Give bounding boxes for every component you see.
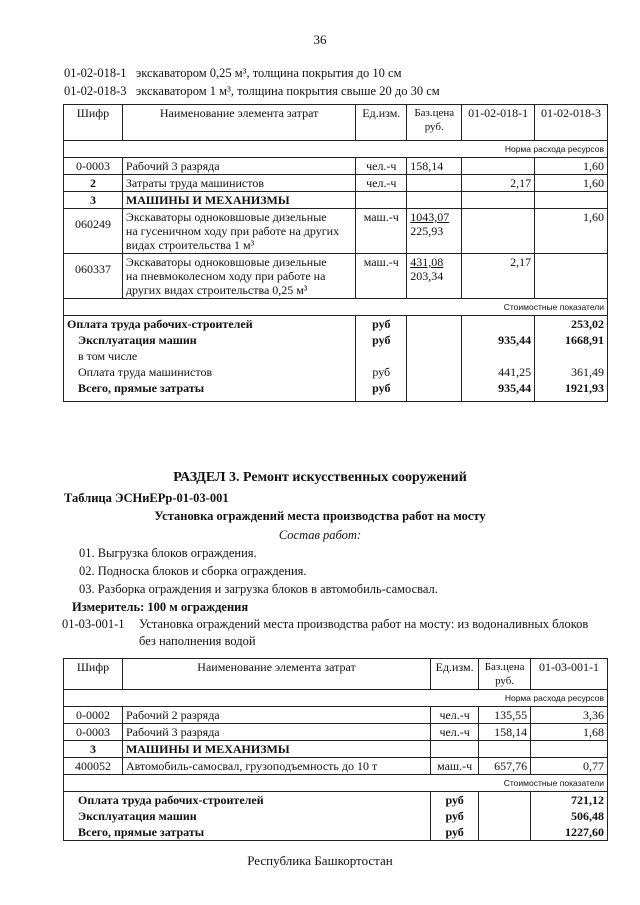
machine-value-1: 2,17: [462, 254, 535, 299]
machine-unit: маш.-ч: [431, 758, 479, 775]
machine-name-line: на гусеничном ходу при работе на других: [125, 224, 340, 238]
cost-name: в том числе: [64, 348, 356, 364]
machine-unit: маш.-ч: [356, 254, 407, 299]
cost-unit: руб: [431, 808, 479, 824]
cost-row: [64, 380, 608, 402]
machine-code: 060337: [64, 254, 123, 299]
row-code: 0-0003: [64, 724, 123, 741]
cost-value-3: [535, 348, 608, 364]
work-item: 02. Подноска блоков и сборка ограждения.: [79, 564, 307, 578]
row-code: 2: [64, 175, 123, 192]
table-row: [64, 707, 608, 724]
table-row: [64, 758, 608, 775]
cost-value-1: 441,25: [462, 364, 535, 380]
cost-unit: руб: [431, 824, 479, 841]
machine-base: 657,76: [479, 758, 531, 775]
norm-row: [64, 690, 608, 707]
table-1-header: [64, 105, 608, 141]
row-value-1: 3,36: [531, 707, 608, 724]
cost-row: [64, 332, 608, 348]
norm-row: [64, 141, 608, 158]
section-title: МАШИНЫ И МЕХАНИЗМЫ: [122, 192, 355, 209]
base-price-total: 431,08: [410, 255, 444, 269]
cost-value-3: 253,02: [535, 316, 608, 333]
machine-name: Автомобиль-самосвал, грузоподъемность до 10 т: [122, 758, 430, 775]
cost-unit: руб: [356, 380, 407, 402]
row-name: Рабочий 3 разряда: [122, 158, 355, 175]
row-unit: чел.-ч: [431, 724, 479, 741]
table-row: [64, 209, 608, 254]
intro-line-2: [64, 84, 440, 99]
machine-base: [407, 209, 462, 254]
cost-unit: [356, 348, 407, 364]
cost-unit: руб: [356, 332, 407, 348]
cost-value-3: 1668,91: [535, 332, 608, 348]
cost-name: Всего, прямые затраты: [64, 380, 356, 402]
work-item: 03. Разборка ограждения и загрузка блоков в автомобиль-самосвал.: [79, 582, 438, 596]
machine-name-line: на пневмоколесном ходу при работе на: [125, 269, 326, 283]
row-base: [407, 175, 462, 192]
row-name: Рабочий 3 разряда: [122, 724, 430, 741]
machine-value-1: 0,77: [531, 758, 608, 775]
row-code: 0-0003: [64, 158, 123, 175]
section-title: РАЗДЕЛ 3. Ремонт искусственных сооружений: [173, 470, 467, 485]
row-name: Затраты труда машинистов: [122, 175, 355, 192]
section-title: МАШИНЫ И МЕХАНИЗМЫ: [122, 741, 430, 758]
base-price-wage: 203,34: [410, 269, 444, 283]
norm-label: Норма расхода ресурсов: [64, 690, 608, 707]
row-unit: чел.-ч: [431, 707, 479, 724]
row-code: 0-0002: [64, 707, 123, 724]
cost-label-row: [64, 299, 608, 316]
header-unit: Ед.изм.: [431, 659, 479, 690]
cost-value-1: [462, 348, 535, 364]
header-unit: Ед.изм.: [356, 105, 407, 141]
intro-text-2: экскаватором 1 м³, толщина покрытия свыше 20 до 30 см: [135, 84, 440, 98]
base-price-wage: 225,93: [410, 224, 444, 238]
machine-value-1: [462, 209, 535, 254]
cost-name: Оплата труда рабочих-строителей: [64, 792, 431, 809]
header-base-price: Баз.цена руб.: [479, 659, 531, 690]
machine-name-line: Экскаваторы одноковшовые дизельные: [125, 210, 327, 224]
measure: Измеритель: 100 м ограждения: [72, 600, 249, 614]
cost-label: Стоимостные показатели: [64, 775, 608, 792]
footer: Республика Башкортостан: [247, 853, 393, 868]
cost-name: Эксплуатация машин: [64, 332, 356, 348]
row-base: 135,55: [479, 707, 531, 724]
row-value-3: 1,60: [535, 158, 608, 175]
item-text-line: Установка ограждений места производства работ на мосту: из водоналивных блоков: [139, 617, 589, 631]
intro-text-1: экскаватором 0,25 м³, толщина покрытия до 10 см: [135, 66, 402, 80]
machine-base: [407, 254, 462, 299]
header-col-1: 01-02-018-1: [462, 105, 535, 141]
cost-value-1: 721,12: [531, 792, 608, 809]
cost-row: [64, 824, 608, 841]
section-code: 3: [64, 741, 123, 758]
cost-unit: руб: [356, 364, 407, 380]
section-row: [64, 192, 608, 209]
cost-row: [64, 364, 608, 380]
cost-row: [64, 792, 608, 809]
machine-name: [122, 209, 355, 254]
item-code: 01-03-001-1: [62, 617, 125, 631]
cost-unit: руб: [431, 792, 479, 809]
cost-name: Эксплуатация машин: [64, 808, 431, 824]
table-label: Таблица ЭСНиЕРр-01-03-001: [64, 491, 229, 505]
cost-value-1: 935,44: [462, 332, 535, 348]
row-base: 158,14: [479, 724, 531, 741]
cost-value-1: 506,48: [531, 808, 608, 824]
cost-label-row: [64, 775, 608, 792]
row-base: 158,14: [407, 158, 462, 175]
cost-label: Стоимостные показатели: [64, 299, 608, 316]
machine-value-3: [535, 254, 608, 299]
machine-name: [122, 254, 355, 299]
table-2-header: [64, 659, 608, 690]
cost-name: Оплата труда машинистов: [64, 364, 356, 380]
row-value-1: [462, 158, 535, 175]
row-name: Рабочий 2 разряда: [122, 707, 430, 724]
base-price-total: 1043,07: [410, 210, 450, 224]
row-value-1: 2,17: [462, 175, 535, 192]
header-base-price: Баз.цена руб.: [407, 105, 462, 141]
cost-name: Оплата труда рабочих-строителей: [64, 316, 356, 333]
cost-unit: руб: [356, 316, 407, 333]
cost-value-1: [462, 316, 535, 333]
machine-value-3: 1,60: [535, 209, 608, 254]
row-unit: чел.-ч: [356, 158, 407, 175]
header-code: Шифр: [64, 659, 123, 690]
header-name: Наименование элемента затрат: [122, 659, 430, 690]
table-row: [64, 724, 608, 741]
table-row: [64, 175, 608, 192]
machine-name-line: других видах строительства 0,25 м³: [125, 283, 308, 297]
norm-label: Норма расхода ресурсов: [64, 141, 608, 158]
machine-code: 060249: [64, 209, 123, 254]
work-heading: Состав работ:: [278, 528, 362, 542]
cost-value-1: 935,44: [462, 380, 535, 402]
item-text-line: без наполнения водой: [139, 634, 256, 648]
row-value-3: 1,60: [535, 175, 608, 192]
resource-table-2: [63, 658, 608, 841]
cost-value-3: 361,49: [535, 364, 608, 380]
row-value-1: 1,68: [531, 724, 608, 741]
header-code: Шифр: [64, 105, 123, 141]
machine-unit: маш.-ч: [356, 209, 407, 254]
header-name: Наименование элемента затрат: [122, 105, 355, 141]
header-col-3: 01-02-018-3: [535, 105, 608, 141]
machine-code: 400052: [64, 758, 123, 775]
table-row: [64, 158, 608, 175]
page-number: 36: [313, 32, 327, 47]
table-row: [64, 254, 608, 299]
cost-row: [64, 348, 608, 364]
resource-table-1: [63, 104, 608, 402]
machine-name-line: Экскаваторы одноковшовые дизельные: [125, 255, 327, 269]
machine-name-line: видах строительства 1 м³: [125, 238, 255, 252]
intro-code-2: 01-02-018-3: [64, 84, 127, 98]
cost-value-3: 1921,93: [535, 380, 608, 402]
cost-name: Всего, прямые затраты: [64, 824, 431, 841]
section-code: 3: [64, 192, 123, 209]
section-subtitle: Установка ограждений места производства работ на мосту: [154, 509, 486, 523]
work-item: 01. Выгрузка блоков ограждения.: [79, 546, 257, 560]
cost-row: [64, 316, 608, 333]
intro-code-1: 01-02-018-1: [64, 66, 127, 80]
header-col-1: 01-03-001-1: [531, 659, 608, 690]
cost-value-1: 1227,60: [531, 824, 608, 841]
intro-line-1: [64, 66, 402, 81]
row-unit: чел.-ч: [356, 175, 407, 192]
cost-row: [64, 808, 608, 824]
section-row: [64, 741, 608, 758]
